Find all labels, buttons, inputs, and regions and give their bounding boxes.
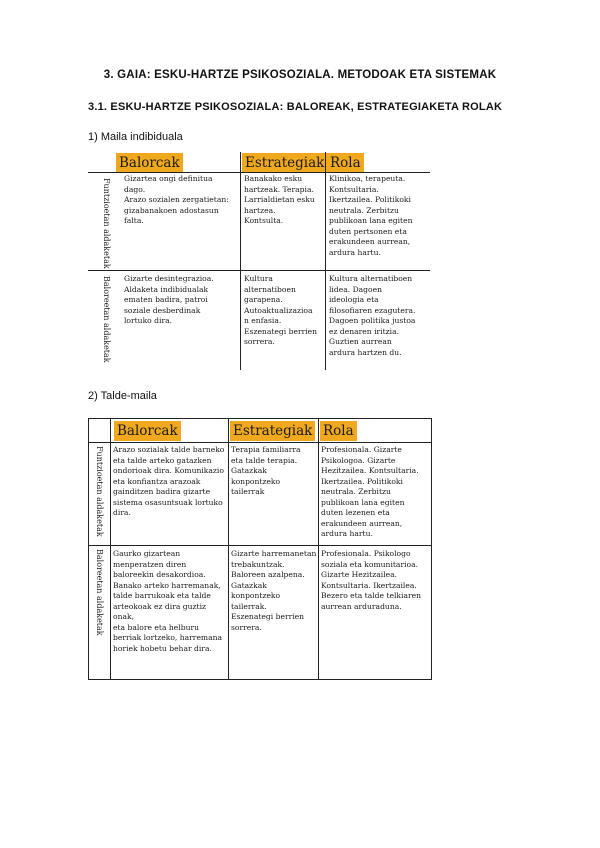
- table-divider: [318, 418, 319, 680]
- cell-role-row2: Kultura alternatiboen lidea. Dagoen ideologia eta filosofiaren ezagutera. Dagoen politika justoa ez denaren iritzia. Guztien aurrean ardura hartzen du.: [329, 274, 416, 357]
- cell-role-row1: Klinikoa, terapeuta. Kontsultaria. Ikertzailea. Politikoki neutrala. Zerbitzu publikoan lana egiten duten pertsonen eta erakundeen aurrean, ardura hartu.: [329, 174, 413, 257]
- cell-role-row1: Profesionala. Gizarte Psikologoa. Gizarte Hezitzailea. Kontsultaria. Ikertzailea. Politikoki neutrala. Zerbitzu publikoan lana egiten duten lezenen eta erakundeen aurrean, ardura hartu.: [321, 445, 419, 538]
- header-strategies: Estrategiak: [242, 153, 327, 173]
- table-divider: [88, 172, 430, 173]
- table-border: [88, 418, 89, 680]
- row-label-value-changes: Baloreetan aldaketak: [95, 549, 104, 636]
- cell-values-row1: Arazo sozialak talde barneko eta talde arteko gatazken ondorioak dira. Komunikazio eta konfiantza arazoak gainditzen badira gizarte sistema osasuntsuak lortuko dira.: [113, 445, 225, 517]
- section-subtitle: 3.1. ESKU-HARTZE PSIKOSOZIALA: BALOREAK, ESTRATEGIAKETA ROLAK: [88, 101, 503, 113]
- row-label-value-changes: Baloreetan aldaketak: [102, 276, 111, 363]
- table-border: [88, 418, 432, 419]
- cell-values-row2: Gizarte desintegrazioa. Aldaketa indibidualak ematen badira, patroi soziale desberdinak lortuko dira.: [124, 274, 214, 325]
- cell-values-row1: Gizartea ongi definitua dago. Arazo sozialen zergatietan: gizabanakoen adostasun falta.: [124, 174, 229, 225]
- cell-strategies-row2: Kultura alternatiboen garapena. Autoaktualizazioa n enfasia. Eszenategi berrien sorrera.: [244, 274, 318, 346]
- section1-label: 1) Maila indibiduala: [88, 131, 183, 143]
- header-values: Balorcak: [116, 153, 183, 173]
- values-table-group: [88, 418, 432, 680]
- header-values: Balorcak: [114, 421, 181, 441]
- cell-strategies-row1: Terapia familiarra eta talde terapia. Gatazkak konpontzeko tailerrak: [231, 445, 301, 496]
- cell-values-row2: Gaurko gizartean menperatzen diren baloreekin desakordioa. Banako arteko harremanak, talde barrukoak eta talde arteokoak ez dira guztiz onak, eta balore eta helburu berriak lortzeko, harremana horiek hobetu behar dira.: [113, 549, 223, 653]
- table-divider: [325, 152, 326, 370]
- cell-strategies-row1: Banakako esku hartzeak. Terapia. Larrialdietan esku hartzea. Kontsulta.: [244, 174, 315, 225]
- header-strategies: Estrategiak: [230, 421, 315, 441]
- row-label-function-changes: Funtzioetan aldaketak: [95, 446, 104, 537]
- table-divider: [110, 418, 111, 680]
- header-role: Rola: [327, 153, 364, 173]
- table-border: [88, 679, 432, 680]
- table-divider: [228, 418, 229, 680]
- cell-role-row2: Profesionala. Psikologo soziala eta komunitarioa. Gizarte Hezitzailea. Kontsultaria. Ikertzailea. Bezero eta talde telkiaren aurrean arduraduna.: [321, 549, 421, 611]
- row-label-function-changes: Funtzioetan aldaketak: [102, 178, 111, 269]
- table-divider: [240, 152, 241, 370]
- cell-strategies-row2: Gizarte harremanetan trebakuntzak. Baloreen azalpena. Gatazkak konpontzeko tailerrak. Eszenategi berrien sorrera.: [231, 549, 317, 632]
- page-title: 3. GAIA: ESKU-HARTZE PSIKOSOZIALA. METODOAK ETA SISTEMAK: [103, 69, 497, 81]
- section2-label: 2) Talde-maila: [88, 390, 157, 402]
- table-divider: [88, 442, 432, 443]
- values-table-individual: [88, 152, 430, 370]
- header-role: Rola: [320, 421, 357, 441]
- table-divider: [88, 270, 430, 271]
- table-border: [431, 418, 432, 680]
- table-divider: [88, 545, 432, 546]
